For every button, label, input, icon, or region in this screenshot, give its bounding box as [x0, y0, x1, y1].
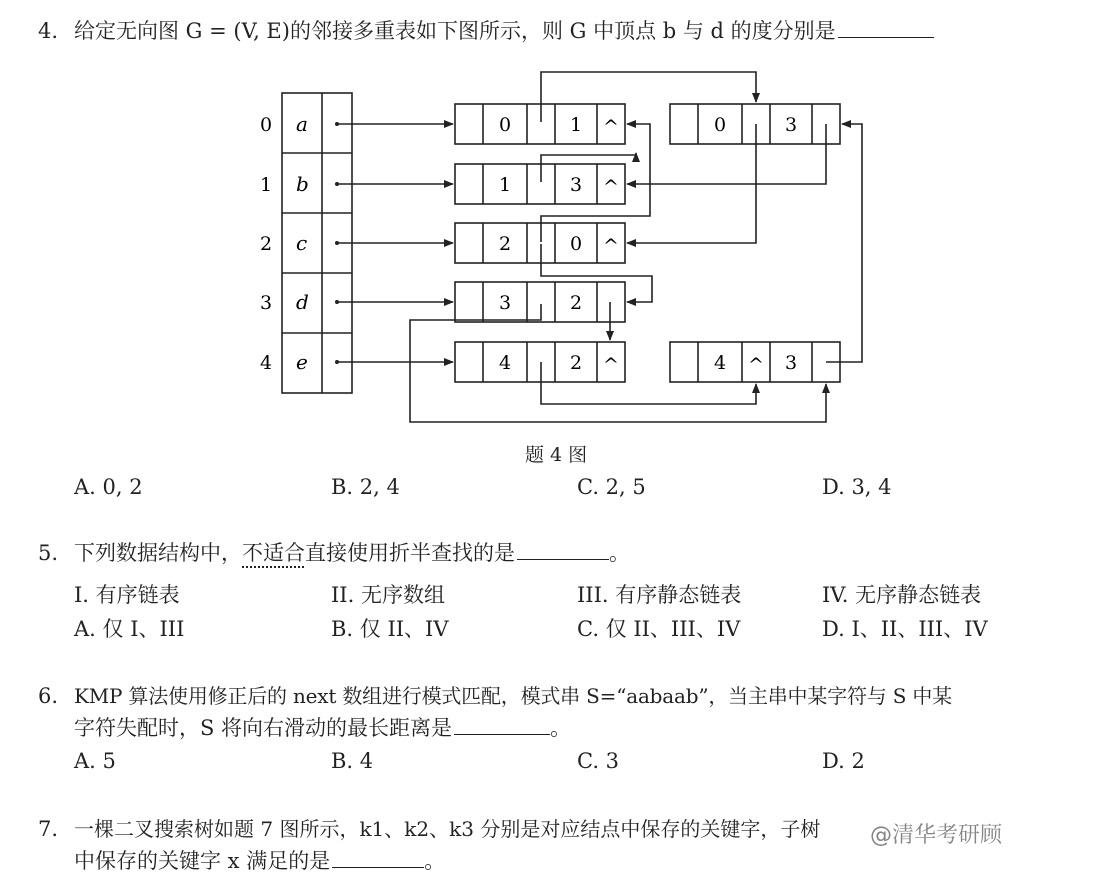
q5-number: 5.: [38, 541, 59, 565]
q4-option-a[interactable]: A. 0, 2: [74, 475, 143, 499]
edge-3-2-i: 3: [498, 292, 512, 314]
vertex-index-0: 0: [260, 114, 273, 136]
adjacency-multilist-figure: [0, 60, 1108, 500]
q6-answer-blank: [454, 716, 550, 735]
q6-line-2: [74, 715, 571, 741]
q4-number: 4.: [38, 19, 59, 43]
q4-figure-caption: 题 4 图: [525, 444, 588, 466]
vertex-name-b: b: [296, 172, 309, 196]
q5-text-emphasis: 不适合: [242, 541, 305, 565]
edge-4-2-i: 4: [498, 352, 512, 374]
vertex-index-2: 2: [260, 233, 273, 255]
q4-answer-blank: [838, 19, 934, 38]
q5-text-post: 直接使用折半查找的是: [305, 541, 515, 565]
q6-end: 。: [550, 716, 572, 740]
vertex-index-3: 3: [260, 292, 273, 314]
q5-question: [74, 540, 630, 566]
q6-line-1: KMP 算法使用修正后的 next 数组进行模式匹配，模式串 S=“aabaab”，当主串中某字符与 S 中某: [74, 684, 952, 708]
edge-1-3-end: ^: [603, 176, 619, 198]
edge-2-0-j: 0: [569, 233, 583, 255]
edge-4-3-j: 3: [784, 352, 798, 374]
q7-line-2-text: 中保存的关键字 x 满足的是: [74, 849, 331, 873]
q5-end: 。: [609, 541, 630, 565]
vertex-name-c: c: [296, 231, 308, 255]
q4-question: [74, 18, 934, 44]
vertex-name-d: d: [296, 290, 309, 314]
q5-item-1: I. 有序链表: [74, 583, 180, 607]
edge-1-3-j: 3: [569, 174, 583, 196]
q7-answer-blank: [332, 849, 424, 868]
q4-option-b[interactable]: B. 2, 4: [331, 475, 400, 499]
edge-0-3-j: 3: [784, 114, 798, 136]
q5-option-c[interactable]: C. 仅 II、III、IV: [577, 617, 741, 641]
q7-number: 7.: [38, 817, 59, 841]
q6-option-d[interactable]: D. 2: [822, 749, 865, 773]
vertex-index-1: 1: [260, 174, 273, 196]
q4-question-text: 给定无向图 G = (V, E)的邻接多重表如下图所示，则 G 中顶点 b 与 d 的度分别是: [74, 19, 836, 43]
q5-option-d[interactable]: D. I、II、III、IV: [822, 617, 988, 641]
q5-text-pre: 下列数据结构中，: [74, 541, 242, 565]
q7-line-1: 一棵二叉搜索树如题 7 图所示，k1、k2、k3 分别是对应结点中保存的关键字，子树: [74, 817, 821, 841]
q4-option-d[interactable]: D. 3, 4: [822, 475, 892, 499]
edge-4-2-j: 2: [569, 352, 583, 374]
edge-0-1-j: 1: [569, 114, 583, 136]
edge-4-3-i: 4: [713, 352, 727, 374]
q5-option-a[interactable]: A. 仅 I、III: [74, 617, 185, 641]
edge-node-0-1: [455, 104, 625, 144]
q6-option-b[interactable]: B. 4: [331, 749, 374, 773]
q5-item-4: IV. 无序静态链表: [822, 583, 982, 607]
edge-node-1-3: [455, 164, 625, 204]
edge-4-3-mid: ^: [748, 354, 764, 376]
q4-option-c[interactable]: C. 2, 5: [577, 475, 646, 499]
edge-node-3-2: [455, 282, 625, 322]
vertex-name-a: a: [296, 112, 308, 136]
edge-node-2-0: [455, 223, 625, 263]
q6-option-a[interactable]: A. 5: [74, 749, 116, 773]
edge-0-3-i: 0: [713, 114, 727, 136]
edge-3-2-j: 2: [569, 292, 583, 314]
q5-option-b[interactable]: B. 仅 II、IV: [331, 617, 449, 641]
q6-number: 6.: [38, 684, 59, 708]
vertex-name-e: e: [296, 350, 308, 374]
edge-2-0-i: 2: [498, 233, 512, 255]
vertex-index-4: 4: [260, 352, 273, 374]
edge-4-2-end: ^: [603, 354, 619, 376]
edge-0-1-end: ^: [603, 116, 619, 138]
q5-item-2: II. 无序数组: [331, 583, 445, 607]
edge-0-1-i: 0: [498, 114, 512, 136]
edge-node-4-2: [455, 342, 625, 382]
q6-line-2-text: 字符失配时，S 将向右滑动的最长距离是: [74, 716, 453, 740]
q5-item-3: III. 有序静态链表: [577, 583, 742, 607]
q7-end: 。: [424, 849, 446, 873]
edge-1-3-i: 1: [498, 174, 512, 196]
q5-answer-blank: [517, 541, 609, 560]
edge-2-0-end: ^: [603, 235, 619, 257]
q6-option-c[interactable]: C. 3: [577, 749, 620, 773]
watermark: @清华考研顾: [870, 823, 1003, 848]
edge-node-0-3: [670, 104, 840, 144]
q7-line-2: [74, 848, 445, 874]
